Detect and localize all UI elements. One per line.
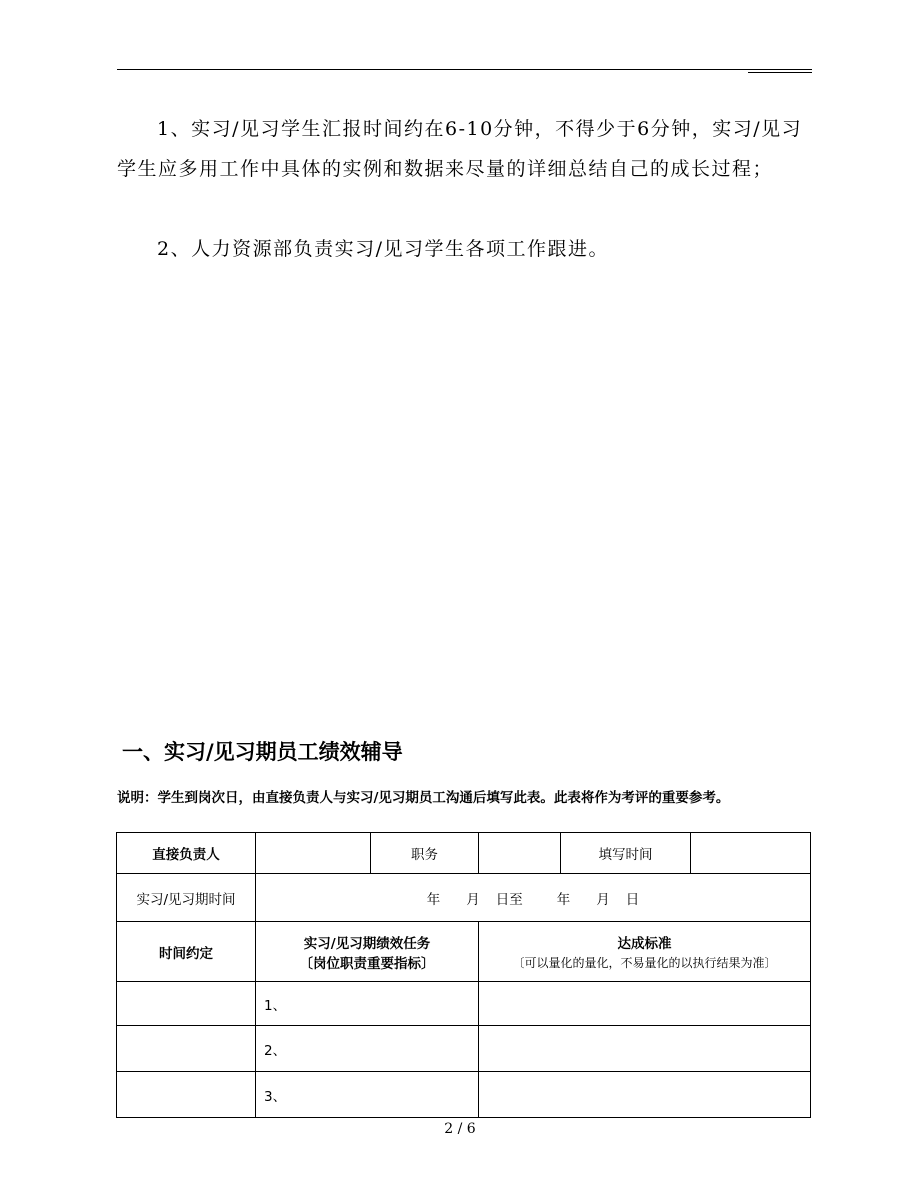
table-row xyxy=(117,982,811,1026)
header-rule-accent xyxy=(748,72,812,73)
col-standard-title: 达成标准 xyxy=(617,936,672,952)
table-row xyxy=(117,833,811,874)
task-cell[interactable]: 2、 xyxy=(256,1026,479,1072)
position-value-cell[interactable] xyxy=(479,833,561,874)
fill-time-value-cell[interactable] xyxy=(691,833,811,874)
section-title: 一、实习/见习期员工绩效辅导 xyxy=(122,740,403,764)
section-note: 说明：学生到岗次日，由直接负责人与实习/见习期员工沟通后填写此表。此表将作为考评的重要参考。 xyxy=(117,790,730,806)
col-time-header: 时间约定 xyxy=(117,922,256,982)
supervisor-value-cell[interactable] xyxy=(256,833,371,874)
header-rule xyxy=(117,69,812,70)
time-cell[interactable] xyxy=(117,1026,256,1072)
period-year-1: 年 xyxy=(426,891,441,908)
task-cell[interactable]: 3、 xyxy=(256,1072,479,1118)
period-label: 实习/见习期时间 xyxy=(117,874,256,922)
standard-cell[interactable] xyxy=(479,982,811,1026)
table-row xyxy=(117,1072,811,1118)
paragraph-1: 1、实习/见习学生汇报时间约在6-10分钟，不得少于6分钟，实习/见习学生应多用工作中具体的实例和数据来尽量的详细总结自己的成长过程； xyxy=(117,118,803,180)
period-month-2: 月 xyxy=(596,891,610,908)
time-cell[interactable] xyxy=(117,982,256,1026)
paragraph-2: 2、人力资源部负责实习/见习学生各项工作跟进。 xyxy=(157,238,609,260)
period-year-2: 年 xyxy=(556,891,571,908)
period-day-2: 日 xyxy=(625,891,640,908)
position-label: 职务 xyxy=(371,833,479,874)
period-month-1: 月 xyxy=(466,891,480,908)
table-row xyxy=(117,1026,811,1072)
supervisor-label: 直接负责人 xyxy=(117,833,256,874)
col-task-header xyxy=(256,922,479,982)
page-number: 2 / 6 xyxy=(444,1121,476,1137)
col-standard-subtitle: 〔可以量化的量化，不易量化的以执行结果为准〕 xyxy=(512,956,777,970)
standard-cell[interactable] xyxy=(479,1026,811,1072)
fill-time-label: 填写时间 xyxy=(561,833,691,874)
time-cell[interactable] xyxy=(117,1072,256,1118)
table-row xyxy=(117,874,811,922)
standard-cell[interactable] xyxy=(479,1072,811,1118)
period-day-to: 日至 xyxy=(495,891,523,908)
col-task-line2: 〔岗位职责重要指标〕 xyxy=(299,955,435,972)
task-cell[interactable]: 1、 xyxy=(256,982,479,1026)
table-row xyxy=(117,922,811,982)
period-value-cell[interactable] xyxy=(256,874,811,922)
col-standard-header xyxy=(479,922,811,982)
col-task-line1: 实习/见习期绩效任务 xyxy=(303,935,431,952)
performance-coaching-table xyxy=(116,832,811,1118)
